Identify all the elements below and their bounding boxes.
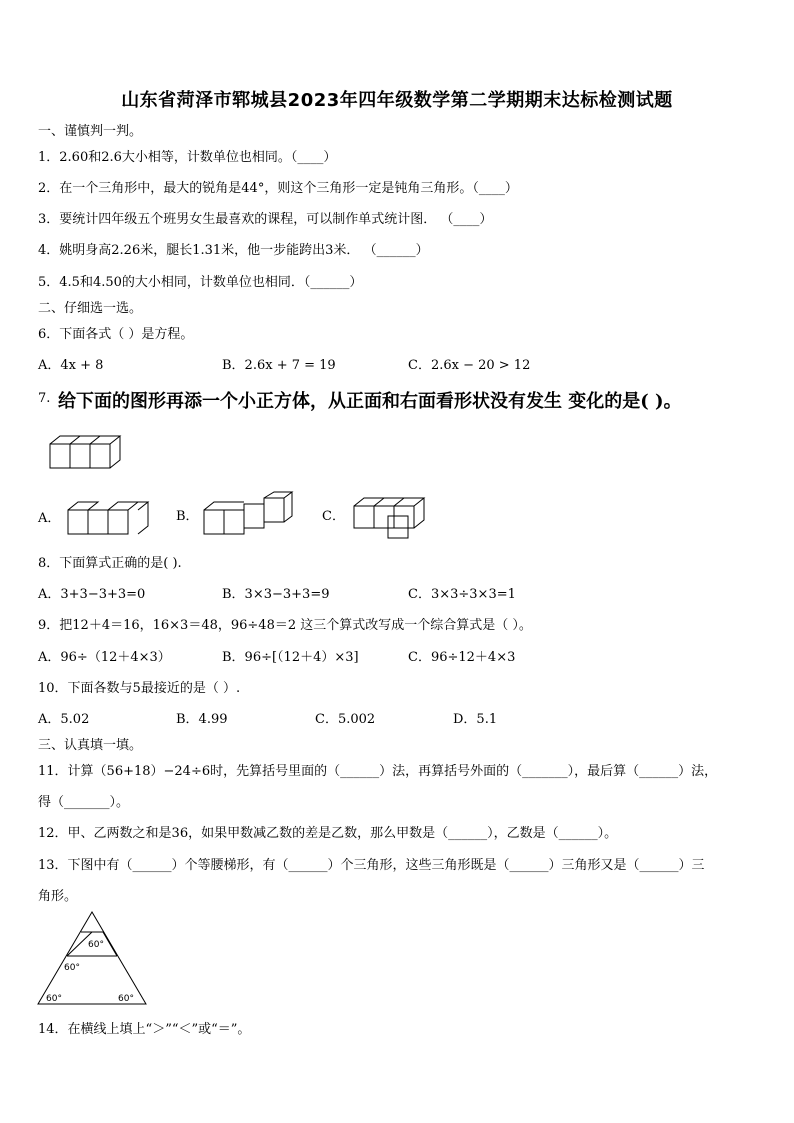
question-8: 8．下面算式正确的是( ). — [38, 556, 182, 571]
q6-option-b: B．2.6x + 7 = 19 — [222, 358, 336, 373]
question-4: 4．姚明身高2.26米，腿长1.31米，他一步能跨出3米． （______） — [38, 243, 429, 258]
q7-option-b-figure — [202, 490, 294, 538]
q9-option-b: B．96÷[（12＋4）×3] — [222, 650, 359, 665]
q7-option-b-label: B． — [176, 509, 199, 524]
angle-label-middle: 60° — [64, 963, 80, 973]
question-2: 2．在一个三角形中，最大的锐角是44°，则这个三角形一定是钝角三角形。（____） — [38, 181, 518, 196]
question-9: 9．把12＋4＝16，16×3＝48，96÷48＝2 这三个算式改写成一个综合算式是（ ）。 — [38, 618, 532, 633]
angle-label-bottom-left: 60° — [46, 994, 62, 1004]
angle-label-bottom-right: 60° — [118, 994, 134, 1004]
question-11-line2: 得（_______）。 — [38, 795, 130, 810]
q6-option-c: C．2.6x − 20 > 12 — [408, 358, 531, 373]
q8-option-b: B．3×3−3+3=9 — [222, 587, 330, 602]
q6-option-a: A．4x + 8 — [38, 358, 104, 373]
q10-option-a: A．5.02 — [38, 712, 90, 727]
q9-option-c: C．96÷12＋4×3 — [408, 650, 516, 665]
page-title: 山东省菏泽市郓城县2023年四年级数学第二学期期末达标检测试题 — [121, 90, 673, 111]
q8-option-c: C．3×3÷3×3=1 — [408, 587, 516, 602]
q10-option-d: D．5.1 — [453, 712, 498, 727]
q7-option-c-figure — [352, 492, 436, 540]
q9-option-a: A．96÷（12＋4×3） — [38, 650, 171, 665]
question-13-line1: 13．下图中有（______）个等腰梯形，有（______）个三角形，这些三角形既是（______）三角形又是（______）三 — [38, 858, 705, 873]
question-7-number: 7. — [38, 391, 51, 406]
section-heading-3: 三、认真填一填。 — [38, 738, 143, 753]
q10-option-b: B．4.99 — [176, 712, 228, 727]
section-heading-1: 一、谨慎判一判。 — [38, 124, 143, 139]
question-3: 3．要统计四年级五个班男女生最喜欢的课程，可以制作单式统计图． （____） — [38, 212, 493, 227]
question-10: 10．下面各数与5最接近的是（ ）. — [38, 681, 241, 696]
question-13-line2: 角形。 — [38, 889, 78, 904]
q7-base-figure — [48, 432, 138, 472]
question-5: 5．4.5和4.50的大小相同，计数单位也相同．（______） — [38, 275, 363, 290]
question-6: 6．下面各式（ ）是方程。 — [38, 327, 194, 342]
angle-label-top: 60° — [88, 940, 104, 950]
q10-option-c: C．5.002 — [315, 712, 376, 727]
q8-option-a: A．3+3−3+3=0 — [38, 587, 146, 602]
question-1: 1．2.60和2.6大小相等，计数单位也相同。（____） — [38, 150, 337, 165]
question-14: 14．在横线上填上“＞”“＜”或“＝”。 — [38, 1022, 251, 1037]
section-heading-2: 二、仔细选一选。 — [38, 301, 143, 316]
question-12: 12．甲、乙两数之和是36，如果甲数减乙数的差是乙数，那么甲数是（______），乙数是（______）。 — [38, 826, 618, 841]
question-7: 给下面的图形再添一个小正方体，从正面和右面看形状没有发生 变化的是( )。 — [58, 391, 682, 412]
q7-option-a-figure — [66, 496, 156, 538]
q7-option-a-label: A． — [38, 511, 61, 526]
q13-triangle-figure — [36, 910, 150, 1008]
q7-option-c-label: C． — [322, 509, 345, 524]
question-11-line1: 11．计算（56+18）−24÷6时，先算括号里面的（______）法，再算括号外面的（_______），最后算（______）法， — [38, 764, 718, 779]
